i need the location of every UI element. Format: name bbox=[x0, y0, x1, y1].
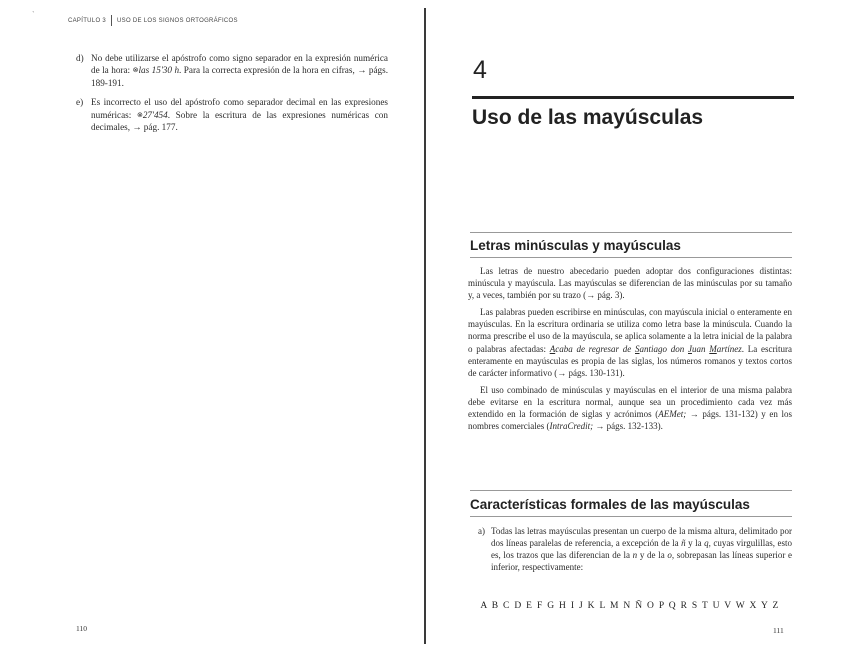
list-item-e bbox=[76, 96, 388, 133]
paragraph-2: Las palabras pueden escribirse en minúsculas, con mayúscula inicial o enteramente en mayúsculas. En la escritura ordinaria se utiliza como letra base la minúscula. Cuando la norma prescribe el uso de la mayúscula, se aplica solamente a la letra inicial de la palabra o palabras afectadas: Acaba de regresar de Santiago don Juan Martínez. La escritura enteramente en mayúsculas es propia de las siglas, los números romanos y textos cortos de carácter informativo (→ págs. 130-131). bbox=[468, 307, 792, 378]
list-item-a bbox=[478, 525, 792, 573]
running-head-divider bbox=[111, 15, 112, 26]
example-text: las 15'30 h bbox=[138, 65, 180, 76]
gutter-divider bbox=[424, 8, 426, 644]
incorrect-mark: ⊗ bbox=[132, 66, 139, 75]
right-page-list bbox=[478, 525, 792, 573]
paragraph-1: Las letras de nuestro abecedario pueden adoptar dos configuraciones distintas: minúscula y mayúscula. Las mayúsculas se diferencian de las minúsculas por su tamaño y, a veces, también por su trazo (→ pág. 3). bbox=[468, 266, 792, 301]
alphabet-uppercase: A B C D E F G H I J K L M N Ñ O P Q R S T U V W X Y Z bbox=[480, 601, 780, 611]
example-intracredit: IntraCredit; bbox=[549, 421, 594, 432]
list-item-text: Es incorrecto el uso del apóstrofo como separador decimal en las expresiones numéricas: ⊗27'454. Sobre la escritura de las expresiones numéricas con decimales, → pág. 177. bbox=[91, 97, 388, 133]
section-rule-bottom bbox=[470, 257, 792, 258]
incorrect-mark: ⊗ bbox=[136, 110, 143, 119]
running-head-title: USO DE LOS SIGNOS ORTOGRÁFICOS bbox=[117, 17, 238, 24]
left-page-list bbox=[76, 52, 388, 140]
paragraph-3: El uso combinado de minúsculas y mayúsculas en el interior de una misma palabra debe evitarse en la escritura normal, aunque sea un procedimiento cada vez más extendido en la formación de siglas y acrónimos (AEMet; → págs. 131-132) y en los nombres comerciales (IntraCredit; → págs. 132-133). bbox=[468, 384, 792, 432]
chapter-number: 4 bbox=[473, 56, 487, 84]
chapter-title: Uso de las mayúsculas bbox=[472, 106, 704, 129]
list-marker: d) bbox=[76, 53, 84, 63]
section-title-caracteristicas: Características formales de las mayúsculas bbox=[470, 497, 750, 512]
section-title-letras: Letras minúsculas y mayúsculas bbox=[470, 238, 681, 253]
section-letras-body bbox=[468, 265, 792, 437]
list-marker: a) bbox=[478, 526, 485, 536]
running-head bbox=[68, 15, 238, 26]
chapter-rule bbox=[472, 96, 794, 99]
section-rule-top bbox=[470, 232, 792, 233]
list-item-text: Todas las letras mayúsculas presentan un cuerpo de la misma altura, delimitado por dos líneas paralelas de referencia, a excepción de la ñ y la q, cuyas virgulillas, esto es, los trazos que las diferencian de la n y de la o, sobrepasan las líneas superior e inferior, respectivamente: bbox=[491, 526, 792, 573]
page-number-right: 111 bbox=[773, 626, 784, 635]
list-item-d bbox=[76, 52, 388, 89]
section-rule-top bbox=[470, 490, 792, 491]
corner-mark: ` bbox=[32, 10, 35, 19]
running-head-chapter: CAPÍTULO 3 bbox=[68, 17, 107, 24]
example-sentence: Acaba de regresar de Santiago don Juan Martínez bbox=[549, 343, 742, 354]
list-item-text: No debe utilizarse el apóstrofo como signo separador en la expresión numérica de la hora: ⊗las 15'30 h. Para la correcta expresión de la hora en cifras, → págs. 189-191. bbox=[91, 53, 389, 88]
example-text: 27'454 bbox=[142, 109, 168, 120]
page-number-left: 110 bbox=[76, 624, 87, 633]
example-aemet: AEMet; bbox=[658, 409, 687, 420]
section-rule-bottom bbox=[470, 516, 792, 517]
list-marker: e) bbox=[76, 97, 84, 108]
